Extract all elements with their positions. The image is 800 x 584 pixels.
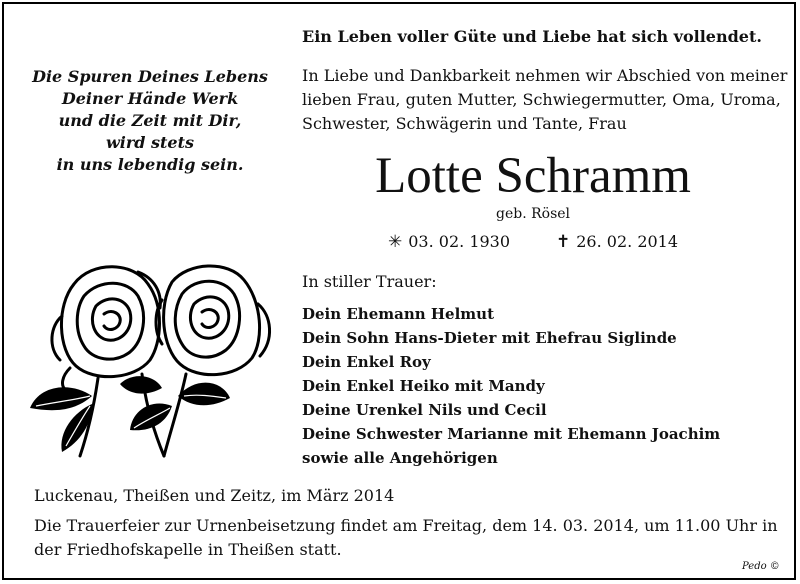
intro-text — [302, 64, 788, 136]
place-and-date: Luckenau, Theißen und Zeitz, im März 2014 — [34, 486, 395, 505]
verse-line: wird stets — [105, 133, 194, 152]
mourning-label: In stiller Trauer: — [302, 272, 437, 291]
intro-line: lieben Frau, guten Mutter, Schwiegermutter, Oma, Uroma, — [302, 90, 781, 109]
list-item: Dein Enkel Heiko mit Mandy — [302, 377, 545, 395]
list-item: Deine Schwester Marianne mit Ehemann Joachim — [302, 425, 721, 443]
memorial-verse — [14, 66, 286, 176]
publisher-credit: Pedo © — [742, 561, 780, 572]
verse-line: Die Spuren Deines Lebens — [32, 67, 268, 86]
funeral-service-info — [34, 514, 784, 562]
died-date-value: 26. 02. 2014 — [576, 232, 679, 251]
list-item: Dein Ehemann Helmut — [302, 305, 495, 323]
date-died — [556, 232, 678, 252]
leaves-icon — [30, 376, 230, 452]
deceased-name: Lotte Schramm — [375, 148, 691, 204]
mourners-list — [302, 302, 772, 470]
birth-name: geb. Rösel — [495, 206, 571, 222]
cross-icon: ✝ — [556, 232, 571, 252]
asterisk-icon: ✳ — [388, 232, 403, 252]
roses-illustration — [22, 256, 280, 466]
left-rose-icon — [52, 267, 160, 390]
intro-line: In Liebe und Dankbarkeit nehmen wir Abschied von meiner — [302, 66, 788, 85]
headline: Ein Leben voller Güte und Liebe hat sich vollendet. — [302, 27, 762, 46]
list-item: Dein Enkel Roy — [302, 353, 431, 371]
list-item: Dein Sohn Hans-Dieter mit Ehefrau Siglinde — [302, 329, 677, 347]
verse-line: in uns lebendig sein. — [56, 155, 244, 174]
right-rose-icon — [156, 266, 270, 375]
service-line: Die Trauerfeier zur Urnenbeisetzung findet am Freitag, dem 14. 03. 2014, um 11.00 Uhr in — [34, 516, 778, 535]
date-born — [388, 232, 510, 251]
born-date-value: 03. 02. 1930 — [408, 232, 511, 251]
verse-line: Deiner Hände Werk — [61, 89, 239, 108]
service-line: der Friedhofskapelle in Theißen statt. — [34, 540, 342, 559]
life-dates — [388, 232, 688, 252]
list-item: Deine Urenkel Nils und Cecil — [302, 401, 547, 419]
verse-line: und die Zeit mit Dir, — [58, 111, 242, 130]
intro-line: Schwester, Schwägerin und Tante, Frau — [302, 114, 627, 133]
list-item: sowie alle Angehörigen — [302, 449, 498, 467]
